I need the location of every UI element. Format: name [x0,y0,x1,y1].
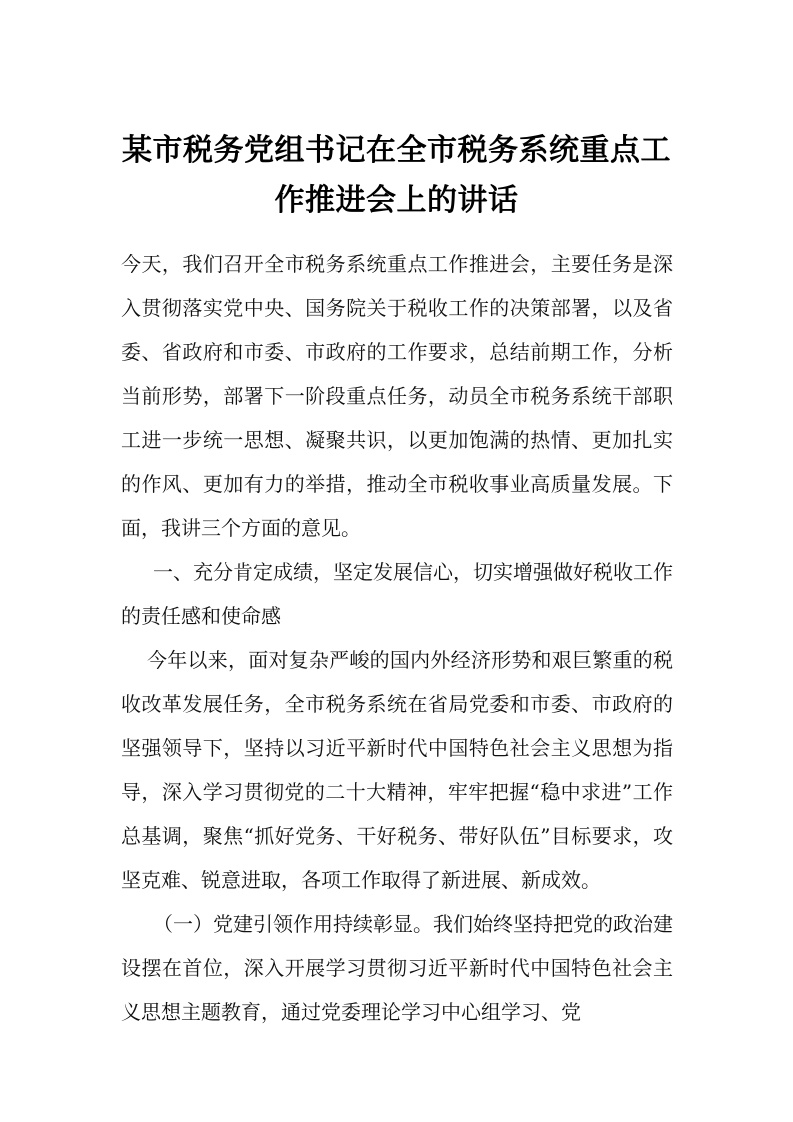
paragraph-opening: 今天，我们召开全市税务系统重点工作推进会，主要任务是深入贯彻落实党中央、国务院关于税收工作的决策部署，以及省委、省政府和市委、市政府的工作要求，总结前期工作，分析当前形势，部署下一阶段重点任务，动员全市税务系统干部职工进一步统一思想、凝聚共识，以更加饱满的热情、更加扎实的作风、更加有力的举措，推动全市税收事业高质量发展。下面，我讲三个方面的意见。 [121,252,673,540]
paragraph-party-building: （一）党建引领作用持续彰显。我们始终坚持把党的政治建设摆在首位，深入开展学习贯彻习近平新时代中国特色社会主义思想主题教育，通过党委理论学习中心组学习、党 [121,912,673,1024]
document-body [121,242,673,1034]
document-title [100,126,693,226]
title-line-2: 作推进会上的讲话 [274,183,519,218]
paragraph-achievements: 今年以来，面对复杂严峻的国内外经济形势和艰巨繁重的税收改革发展任务，全市税务系统在省局党委和市委、市政府的坚强领导下，坚持以习近平新时代中国特色社会主义思想为指导，深入学习贯彻党的二十大精神，牢牢把握“稳中求进”工作总基调，聚焦“抓好党务、干好税务、带好队伍”目标要求，攻坚克难、锐意进取，各项工作取得了新进展、新成效。 [121,648,673,892]
section-heading-1: 一、充分肯定成绩，坚定发展信心，切实增强做好税收工作的责任感和使命感 [121,560,673,628]
title-line-1: 某市税务党组书记在全市税务系统重点工 [122,133,671,168]
